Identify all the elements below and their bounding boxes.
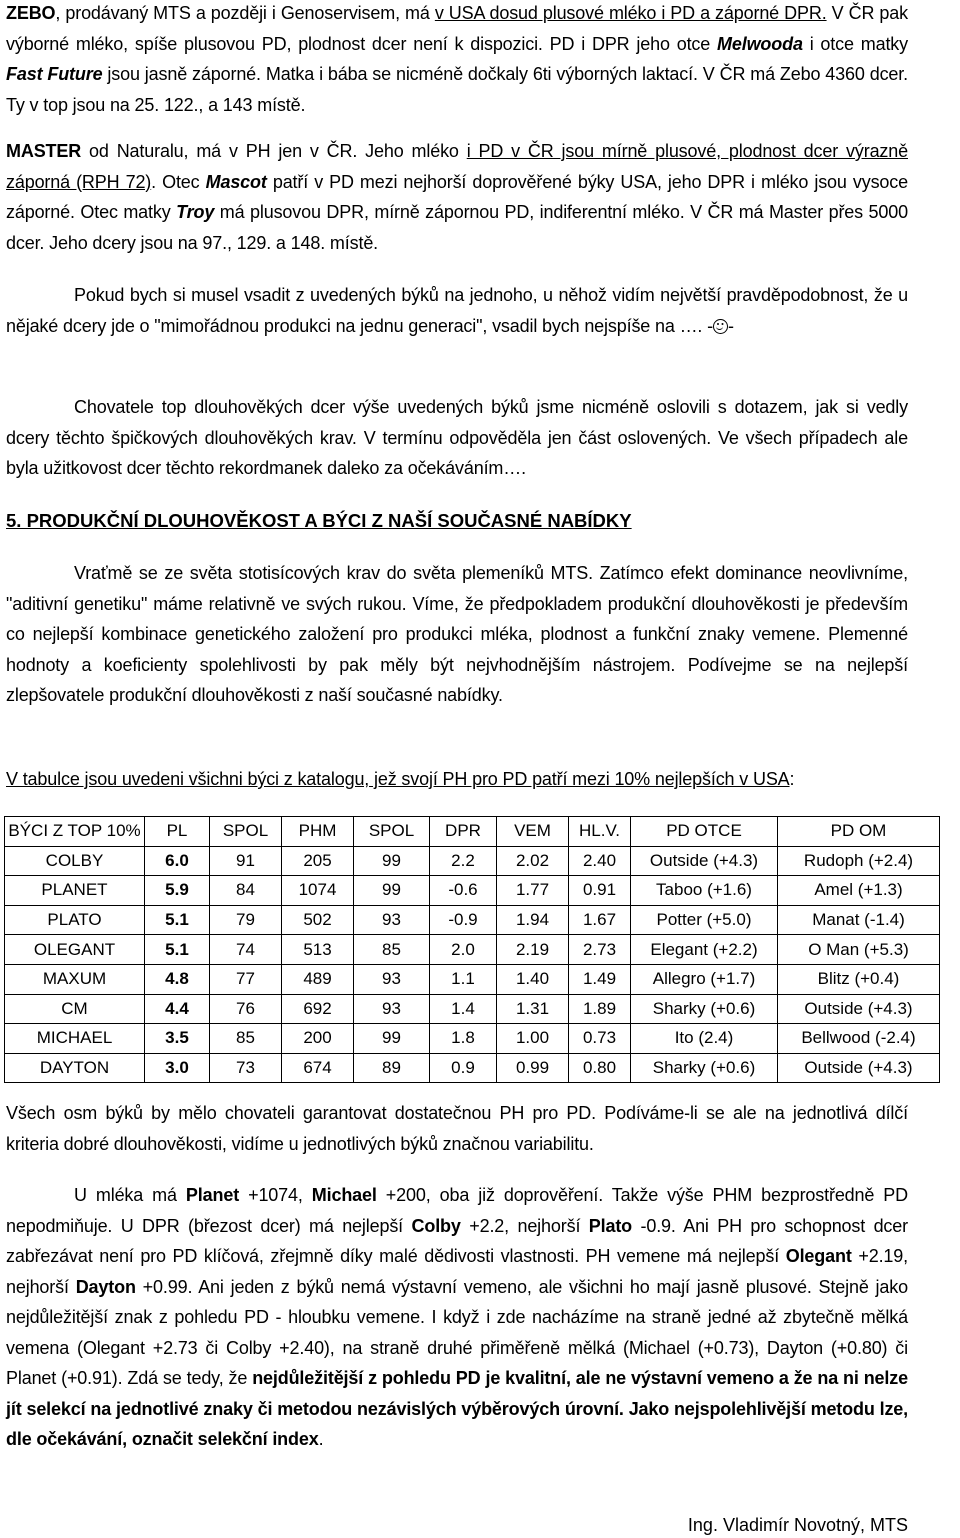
- table-cell: 674: [282, 1053, 354, 1083]
- bull-name-zebo: ZEBO: [6, 3, 56, 23]
- paragraph-bet: Pokud bych si musel vsadit z uvedených býků na jednoho, u něhož vidím největší pravděpodobnost, že u nějaké dcery jde o "mimořádnou produkci na jednu generaci", vsadil bych nejspíše na …. - -: [6, 285, 908, 336]
- paragraph-breeders: Chovatele top dlouhověkých dcer výše uvedených býků jsme nicméně oslovili s dotazem, jak si vedly dcery těchto špičkových dlouhověkých krav. V termínu odpověděla jen část oslovených. Ve všech případech ale byla užitkovost dcer těchto rekordmanek daleko za očekáváním….: [6, 397, 908, 478]
- bull-name-cell: DAYTON: [5, 1053, 145, 1083]
- table-cell: Ito (2.4): [631, 1024, 778, 1054]
- table-row: [5, 1053, 940, 1083]
- table-cell: 200: [282, 1024, 354, 1054]
- table-cell: 4.8: [145, 964, 210, 994]
- table-cell: Taboo (+1.6): [631, 876, 778, 906]
- table-cell: 73: [210, 1053, 282, 1083]
- dam-sire-name-fast-future: Fast Future: [6, 64, 103, 84]
- table-cell: 1.1: [430, 964, 497, 994]
- table-header-row: [5, 817, 940, 847]
- table-cell: 93: [354, 905, 430, 935]
- bull-name-cell: PLANET: [5, 876, 145, 906]
- table-cell: Elegant (+2.2): [631, 935, 778, 965]
- bull-name-cell: MAXUM: [5, 964, 145, 994]
- table-cell: 93: [354, 994, 430, 1024]
- table-body: [5, 846, 940, 1083]
- table-cell: Amel (+1.3): [778, 876, 940, 906]
- table-cell: 489: [282, 964, 354, 994]
- paragraph-final: U mléka má Planet +1074, Michael +200, oba již doprověření. Takže výše PHM bezprostředně PD nepodmiňuje. U DPR (březost dcer) má nejlepší Colby +2.2, nejhorší Plato -0.9. Ani PH pro schopnost dcer zabřezávat není pro PD klíčová, zřejmně díky malé dědivosti vlastnosti. PH vemene má nejlepší Olegant +2.19, nejhorší Dayton +0.99. Ani jeden z býků nemá výstavní vemeno, ale všichni ho mají jasně plusové. Stejně jako nejdůležitější znak z pohledu PD - hloubku vemene. I když i zde nacházíme na straně jedné až zbytečně mělká vemena (Olegant +2.73 či Colby +2.40), na straně druhé přiměřeně mělká (Michael (+0.73), Dayton (+0.80) či Planet (+0.91). Zdá se tedy, že nejdůležitější z pohledu PD je kvalitní, ale ne výstavní vemeno a že na ni nelze jít selekcí na jednotlivé znaky či metodou nezávislých výběrových úrovní. Jako nejspolehlivější metodu lze, dle očekávání, označit selekční index.: [6, 1185, 909, 1449]
- bull-name-master: MASTER: [6, 141, 82, 161]
- table-cell: Potter (+5.0): [631, 905, 778, 935]
- author-signature: Ing. Vladimír Novotný, MTS: [687, 1515, 908, 1535]
- table-row: [5, 1024, 940, 1054]
- table-cell: 0.73: [569, 1024, 631, 1054]
- table-cell: 1.40: [497, 964, 569, 994]
- table-cell: 2.2: [430, 846, 497, 876]
- table-cell: 2.02: [497, 846, 569, 876]
- table-cell: Outside (+4.3): [778, 1053, 940, 1083]
- table-cell: Sharky (+0.6): [631, 1053, 778, 1083]
- table-cell: 99: [354, 846, 430, 876]
- table-cell: 0.9: [430, 1053, 497, 1083]
- table-cell: Outside (+4.3): [778, 994, 940, 1024]
- table-cell: 1.4: [430, 994, 497, 1024]
- table-cell: Blitz (+0.4): [778, 964, 940, 994]
- table-cell: 4.4: [145, 994, 210, 1024]
- paragraph-section: Vraťmě se ze světa stotisícových krav do světa plemeníků MTS. Zatímco efekt dominance neovlivníme, "aditivní genetiku" máme relativně ve svých rukou. Víme, že předpokladem produkční dlouhověkosti je především co nejlepší kombinace genetického založení pro produkci mléka, plodnost a funkční znaky vemene. Plemenné hodnoty a koeficienty spolehlivosti by pak měly být nejvhodnějším nástrojem. Podívejme se na nejlepší zlepšovatele produkční dlouhověkosti z naší současné nabídky.: [6, 563, 908, 705]
- table-cell: 77: [210, 964, 282, 994]
- bulls-table: [4, 816, 940, 1083]
- table-row: [5, 935, 940, 965]
- table-cell: Allegro (+1.7): [631, 964, 778, 994]
- table-cell: 5.9: [145, 876, 210, 906]
- table-cell: 2.0: [430, 935, 497, 965]
- dam-sire-name-troy: Troy: [176, 202, 215, 222]
- table-cell: 1.8: [430, 1024, 497, 1054]
- table-row: [5, 964, 940, 994]
- table-cell: 0.99: [497, 1053, 569, 1083]
- table-cell: 0.91: [569, 876, 631, 906]
- table-cell: 99: [354, 876, 430, 906]
- table-cell: Outside (+4.3): [631, 846, 778, 876]
- table-cell: 76: [210, 994, 282, 1024]
- paragraph-summary: Všech osm býků by mělo chovateli garantovat dostatečnou PH pro PD. Podíváme-li se ale na jednotlivá dílčí kriteria dobré dlouhověkosti, vidíme u jednotlivých býků značnou variabilitu.: [6, 1103, 908, 1154]
- table-cell: 2.73: [569, 935, 631, 965]
- table-cell: 84: [210, 876, 282, 906]
- column-header: SPOL: [354, 817, 430, 847]
- table-cell: 85: [354, 935, 430, 965]
- table-cell: 99: [354, 1024, 430, 1054]
- table-cell: 1074: [282, 876, 354, 906]
- sire-name-mascot: Mascot: [205, 171, 267, 192]
- table-cell: 1.89: [569, 994, 631, 1024]
- table-cell: 3.5: [145, 1024, 210, 1054]
- table-cell: 6.0: [145, 846, 210, 876]
- column-header: SPOL: [210, 817, 282, 847]
- table-cell: 0.80: [569, 1053, 631, 1083]
- table-cell: 1.49: [569, 964, 631, 994]
- bull-name-cell: COLBY: [5, 846, 145, 876]
- table-cell: 85: [210, 1024, 282, 1054]
- table-cell: Rudoph (+2.4): [778, 846, 940, 876]
- table-cell: 2.19: [497, 935, 569, 965]
- bull-name-cell: MICHAEL: [5, 1024, 145, 1054]
- table-cell: 502: [282, 905, 354, 935]
- column-header: HL.V.: [569, 817, 631, 847]
- column-header: PL: [145, 817, 210, 847]
- paragraph-table-intro: V tabulce jsou uvedeni všichni býci z katalogu, jež svojí PH pro PD patří mezi 10% nejlepších v USA:: [6, 769, 795, 789]
- paragraph-master: MASTER od Naturalu, má v PH jen v ČR. Jeho mléko i PD v ČR jsou mírně plusové, plodnost dcer výrazně záporná (RPH 72). Otec Mascot patří v PD mezi nejhorší doprověřené býky USA, jeho DPR i mléko jsou vysoce záporné. Otec matky Troy má plusovou DPR, mírně zápornou PD, indiferentní mléko. V ČR má Master přes 5000 dcer. Jeho dcery jsou na 97., 129. a 148. místě.: [6, 141, 909, 253]
- column-header: PD OM: [778, 817, 940, 847]
- table-cell: 1.31: [497, 994, 569, 1024]
- column-header: DPR: [430, 817, 497, 847]
- table-cell: 2.40: [569, 846, 631, 876]
- bull-name-cell: PLATO: [5, 905, 145, 935]
- column-header: BÝCI Z TOP 10%: [5, 817, 145, 847]
- table-cell: 692: [282, 994, 354, 1024]
- table-cell: 5.1: [145, 905, 210, 935]
- column-header: PHM: [282, 817, 354, 847]
- table-cell: 91: [210, 846, 282, 876]
- table-cell: O Man (+5.3): [778, 935, 940, 965]
- table-row: [5, 905, 940, 935]
- table-cell: 1.00: [497, 1024, 569, 1054]
- table-cell: -0.9: [430, 905, 497, 935]
- column-header: PD OTCE: [631, 817, 778, 847]
- bull-name-cell: CM: [5, 994, 145, 1024]
- table-row: [5, 876, 940, 906]
- table-cell: 5.1: [145, 935, 210, 965]
- table-cell: 1.77: [497, 876, 569, 906]
- table-cell: Sharky (+0.6): [631, 994, 778, 1024]
- table-cell: Manat (-1.4): [778, 905, 940, 935]
- bull-name-cell: OLEGANT: [5, 935, 145, 965]
- table-row: [5, 846, 940, 876]
- table-row: [5, 994, 940, 1024]
- table-cell: 93: [354, 964, 430, 994]
- table-cell: 3.0: [145, 1053, 210, 1083]
- table-cell: 74: [210, 935, 282, 965]
- paragraph-zebo: ZEBO, prodávaný MTS a později i Genoservisem, má v USA dosud plusové mléko i PD a záporné DPR. V ČR pak výborné mléko, spíše plusovou PD, plodnost dcer není k dispozici. PD i DPR jeho otce Melwooda i otce matky Fast Future jsou jasně záporné. Matka i bába se nicméně dočkaly 6ti výborných laktací. V ČR má Zebo 4360 dcer. Ty v top jsou na 25. 122., a 143 místě.: [6, 3, 909, 115]
- column-header: VEM: [497, 817, 569, 847]
- table-cell: 89: [354, 1053, 430, 1083]
- table-cell: 1.94: [497, 905, 569, 935]
- table-cell: -0.6: [430, 876, 497, 906]
- table-cell: Bellwood (-2.4): [778, 1024, 940, 1054]
- table-cell: 513: [282, 935, 354, 965]
- sire-name-melwood: Melwooda: [717, 33, 803, 54]
- table-cell: 1.67: [569, 905, 631, 935]
- table-cell: 79: [210, 905, 282, 935]
- section-heading: 5. PRODUKČNÍ DLOUHOVĚKOST A BÝCI Z NAŠÍ SOUČASNÉ NABÍDKY: [6, 510, 632, 531]
- table-cell: 205: [282, 846, 354, 876]
- smiley-icon: [713, 319, 728, 334]
